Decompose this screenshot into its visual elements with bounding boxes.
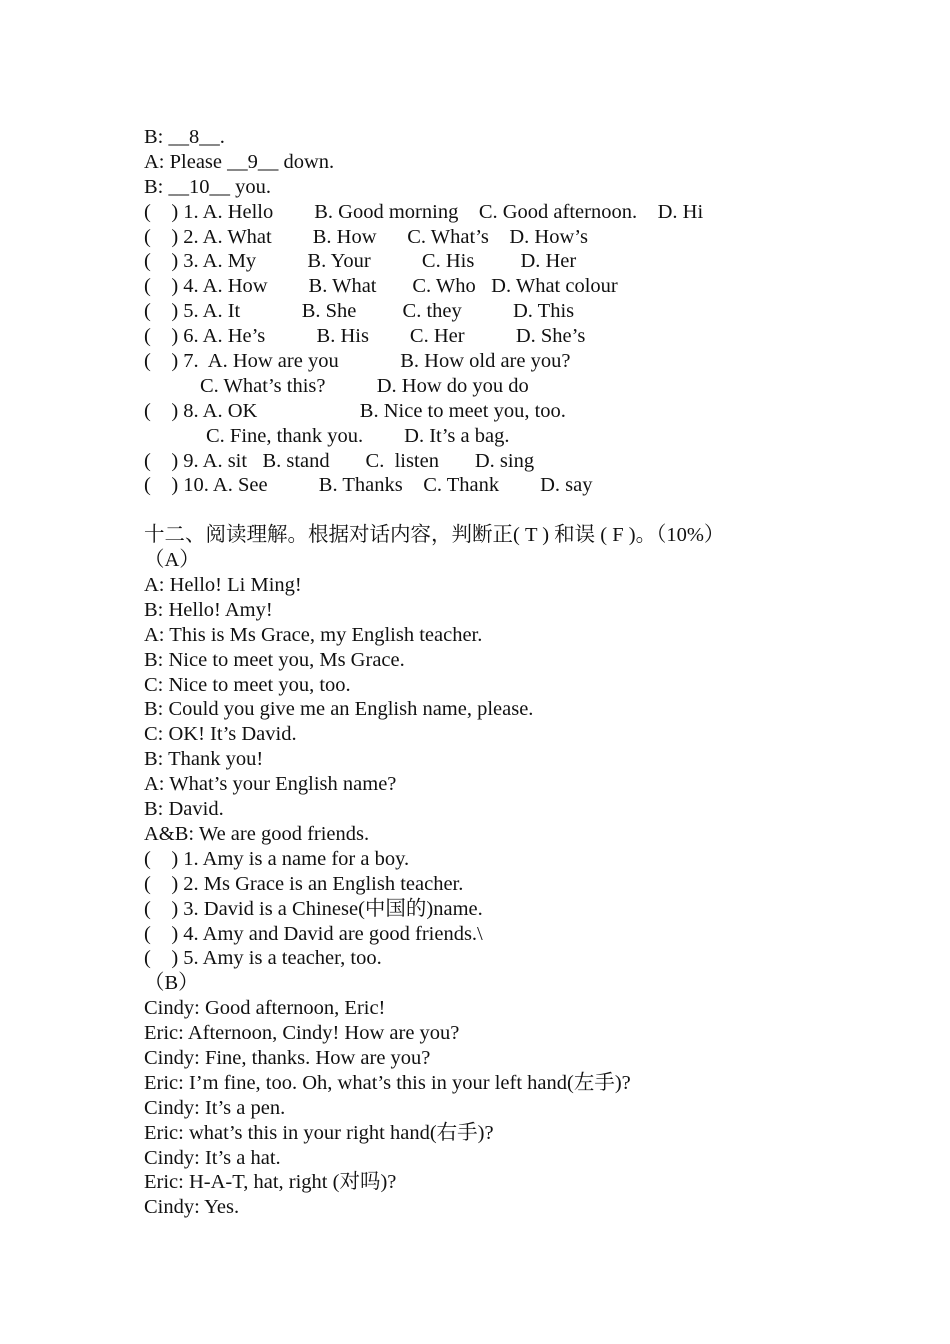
tf-question-2: ( ) 2. Ms Grace is an English teacher. bbox=[144, 872, 464, 895]
dialogue-line: Cindy: Fine, thanks. How are you? bbox=[144, 1046, 431, 1069]
multiple-choice-list bbox=[144, 200, 824, 499]
dialogue-line: B: David. bbox=[144, 798, 224, 821]
dialogue-line: A&B: We are good friends. bbox=[144, 822, 370, 845]
dialogue-line: C: OK! It’s David. bbox=[144, 723, 297, 746]
dialogue-line: B: Thank you! bbox=[144, 748, 264, 771]
dialogue-line: A: This is Ms Grace, my English teacher. bbox=[144, 623, 483, 646]
dialogue-line: B: Hello! Amy! bbox=[144, 598, 273, 621]
mc-question-10: ( ) 10. A. See B. Thanks C. Thank D. say bbox=[144, 474, 593, 497]
dialogue-line: Cindy: Good afternoon, Eric! bbox=[144, 997, 386, 1020]
mc-question-3: ( ) 3. A. My B. Your C. His D. Her bbox=[144, 250, 577, 273]
mc-question-1: ( ) 1. A. Hello B. Good morning C. Good afternoon. D. Hi bbox=[144, 200, 704, 223]
tf-question-3: ( ) 3. David is a Chinese(中国的)name. bbox=[144, 897, 483, 920]
part-b-label: （B） bbox=[144, 972, 199, 995]
mc-question-9: ( ) 9. A. sit B. stand C. listen D. sing bbox=[144, 449, 535, 472]
mc-question-7-cont: C. What’s this? D. How do you do bbox=[200, 374, 529, 397]
dialogue-line: Eric: I’m fine, too. Oh, what’s this in your left hand(左手)? bbox=[144, 1071, 631, 1094]
dialogue-line: A: Hello! Li Ming! bbox=[144, 574, 302, 597]
tf-question-4: ( ) 4. Amy and David are good friends.\ bbox=[144, 922, 483, 945]
dialogue-line: B: __10__ you. bbox=[144, 175, 271, 198]
dialogue-line: Eric: what’s this in your right hand(右手)? bbox=[144, 1121, 494, 1144]
dialogue-line: A: Please __9__ down. bbox=[144, 150, 335, 173]
dialogue-line: Cindy: Yes. bbox=[144, 1196, 240, 1219]
mc-question-6: ( ) 6. A. He’s B. His C. Her D. She’s bbox=[144, 325, 586, 348]
section-title: 十二、阅读理解。根据对话内容，判断正( T ) 和误 ( F )。（10%） bbox=[144, 524, 725, 547]
dialogue-line: Eric: H-A-T, hat, right (对吗)? bbox=[144, 1171, 397, 1194]
worksheet-page bbox=[144, 125, 824, 1220]
mc-question-5: ( ) 5. A. It B. She C. they D. This bbox=[144, 300, 575, 323]
dialogue-line: Cindy: It’s a pen. bbox=[144, 1096, 286, 1119]
dialogue-line: B: Nice to meet you, Ms Grace. bbox=[144, 648, 405, 671]
dialogue-line: B: __8__. bbox=[144, 126, 225, 148]
reading-part-a bbox=[144, 548, 824, 971]
dialogue-line: Eric: Afternoon, Cindy! How are you? bbox=[144, 1022, 460, 1045]
dialogue-top bbox=[144, 125, 824, 200]
dialogue-line: B: Could you give me an English name, please. bbox=[144, 698, 534, 721]
part-a-label: （A） bbox=[144, 549, 200, 572]
mc-question-7: ( ) 7. A. How are you B. How old are you? bbox=[144, 350, 571, 373]
dialogue-line: Cindy: It’s a hat. bbox=[144, 1146, 281, 1169]
spacer bbox=[144, 498, 824, 523]
mc-question-4: ( ) 4. A. How B. What C. Who D. What colour bbox=[144, 275, 618, 298]
tf-question-1: ( ) 1. Amy is a name for a boy. bbox=[144, 847, 410, 870]
tf-question-5: ( ) 5. Amy is a teacher, too. bbox=[144, 947, 382, 970]
dialogue-line: A: What’s your English name? bbox=[144, 773, 397, 796]
reading-part-b bbox=[144, 971, 824, 1220]
mc-question-8: ( ) 8. A. OK B. Nice to meet you, too. bbox=[144, 399, 566, 422]
mc-question-8-cont: C. Fine, thank you. D. It’s a bag. bbox=[206, 424, 510, 447]
mc-question-2: ( ) 2. A. What B. How C. What’s D. How’s bbox=[144, 225, 588, 248]
dialogue-line: C: Nice to meet you, too. bbox=[144, 673, 351, 696]
